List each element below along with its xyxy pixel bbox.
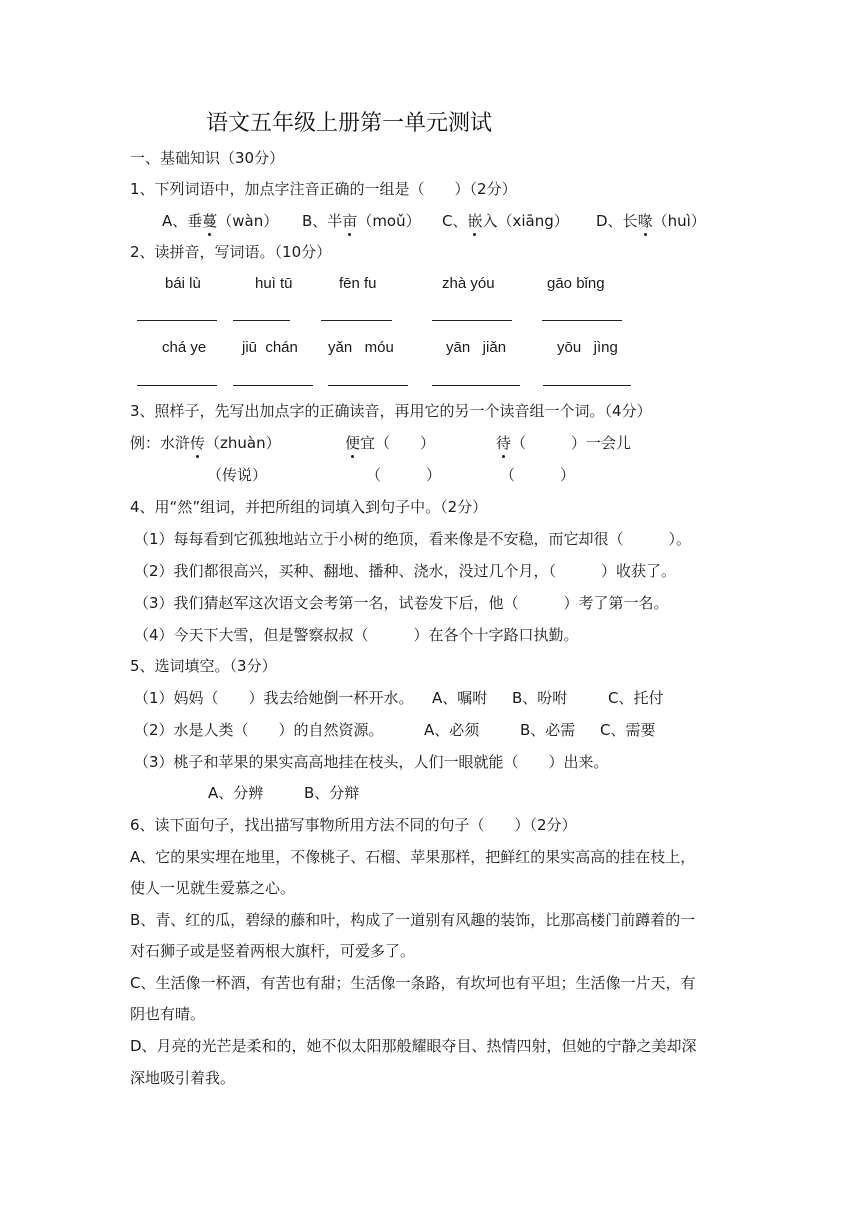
q3-blank-1: （ ） (366, 466, 442, 484)
q6-line: D、月亮的光芒是柔和的，她不似太阳那般耀眼夺目、热情四射，但她的宁静之美却深 (130, 1037, 697, 1055)
answer-line (233, 320, 290, 321)
answer-line (432, 385, 520, 386)
pinyin-item: chá ye (162, 339, 207, 356)
dotted-char: 待 (496, 434, 512, 452)
pinyin-item: yǎn móu (328, 339, 394, 356)
q5-option: B、必需 (520, 721, 576, 739)
q5-item: （3）桃子和苹果的果实高高地挂在枝头，人们一眼就能（ ）出来。 (134, 753, 609, 771)
pinyin-item: jiū chán (242, 339, 298, 356)
q5-option: C、需要 (600, 721, 656, 739)
q4-item: （4）今天下大雪，但是警察叔叔（ ）在各个十字路口执勤。 (134, 626, 579, 644)
pinyin-item: yōu jìng (557, 339, 618, 356)
q6-line: 对石狮子或是竖着两根大旗杆，可爱多了。 (130, 942, 416, 960)
q5-option: A、嘱咐 (432, 689, 488, 707)
q3-item-text: 宜（ ） (360, 434, 436, 452)
question-2-stem: 2、读拼音，写词语。（10分） (130, 243, 332, 261)
q3-blank-2: （ ） (500, 466, 576, 484)
page-title: 语文五年级上册第一单元测试 (206, 111, 493, 136)
q1-option-b (302, 211, 421, 231)
question-6-stem: 6、读下面句子，找出描写事物所用方法不同的句子（ ）（2分） (130, 816, 577, 834)
answer-line (233, 385, 313, 386)
q1-option-text: B、半 (302, 212, 343, 230)
q1-option-text: A、垂 (162, 212, 203, 230)
q5-option: C、托付 (608, 689, 664, 707)
answer-line (543, 385, 631, 386)
pinyin-item: zhà yóu (442, 275, 495, 292)
q5-option: A、必须 (424, 721, 480, 739)
answer-line (321, 320, 392, 321)
question-4-stem: 4、用“然”组词，并把所组的词填入到句子中。（2分） (130, 498, 488, 516)
q1-option-d (596, 211, 706, 231)
q4-item: （3）我们猜赵军这次语文会考第一名，试卷发下后，他（ ）考了第一名。 (134, 594, 669, 612)
section-heading: 一、基础知识（30分） (130, 149, 285, 167)
q6-line: 阴也有晴。 (130, 1005, 206, 1023)
dotted-char: 喙 (637, 212, 653, 230)
q6-line: 使人一见就生爱慕之心。 (130, 879, 296, 897)
q6-line: A、它的果实埋在地里，不像桃子、石榴、苹果那样，把鲜红的果实高高的挂在枝上， (130, 848, 696, 866)
answer-line (137, 320, 217, 321)
q1-option-text: （huì） (652, 212, 706, 230)
q5-item: （1）妈妈（ ）我去给她倒一杯开水。 (134, 689, 414, 707)
q1-option-c (442, 211, 569, 231)
pinyin-item: bái lù (165, 275, 201, 292)
q4-item: （2）我们都很高兴，买种、翻地、播种、浇水，没过几个月，（ ）收获了。 (134, 562, 677, 580)
dotted-char: 传 (190, 434, 206, 452)
question-5-stem: 5、选词填空。（3分） (130, 657, 277, 675)
q1-option-text: （moǔ） (357, 212, 421, 230)
pinyin-item: huì tū (255, 275, 293, 292)
pinyin-item: fēn fu (339, 275, 377, 292)
q3-example-text: 例：水浒 (130, 434, 191, 452)
q3-item-text: （ ）一会儿 (511, 434, 632, 452)
q6-line: 深地吸引着我。 (130, 1069, 236, 1087)
pinyin-item: gāo bǐng (547, 275, 605, 292)
answer-line (137, 385, 217, 386)
q5-item: （2）水是人类（ ）的自然资源。 (134, 721, 384, 739)
q3-item-2 (496, 433, 631, 453)
q3-item-1 (345, 433, 435, 453)
q6-line: C、生活像一杯酒，有苦也有甜；生活像一条路，有坎坷也有平坦；生活像一片天，有 (130, 974, 696, 992)
question-3-stem: 3、照样子，先写出加点字的正确读音，再用它的另一个读音组一个词。（4分） (130, 402, 652, 420)
pinyin-item: yān jiǎn (446, 339, 507, 356)
q1-option-text: D、长 (596, 212, 638, 230)
question-1-stem: 1、下列词语中，加点字注音正确的一组是（ ）（2分） (130, 180, 517, 198)
dotted-char: 亩 (342, 212, 358, 230)
q3-example-word: （传说） (207, 466, 268, 484)
answer-line (432, 320, 512, 321)
q3-example-text: （zhuàn） (205, 434, 281, 452)
q5-option: B、吩咐 (512, 689, 568, 707)
q3-example (130, 433, 281, 453)
q1-option-text: 入（xiāng） (482, 212, 569, 230)
q1-option-text: C、 (442, 212, 468, 230)
answer-line (542, 320, 622, 321)
q6-line: B、青、红的瓜，碧绿的藤和叶，构成了一道别有风趣的装饰，比那高楼门前蹲着的一 (130, 911, 696, 929)
dotted-char: 便 (345, 434, 361, 452)
q1-option-text: （wàn） (217, 212, 279, 230)
q4-item: （1）每每看到它孤独地站立于小树的绝顶，看来像是不安稳，而它却很（ ）。 (134, 530, 692, 548)
q5-option: B、分辩 (304, 784, 360, 802)
answer-line (328, 385, 408, 386)
dotted-char: 嵌 (467, 212, 483, 230)
dotted-char: 蔓 (202, 212, 218, 230)
q1-option-a (162, 211, 278, 231)
q5-option: A、分辨 (208, 784, 264, 802)
